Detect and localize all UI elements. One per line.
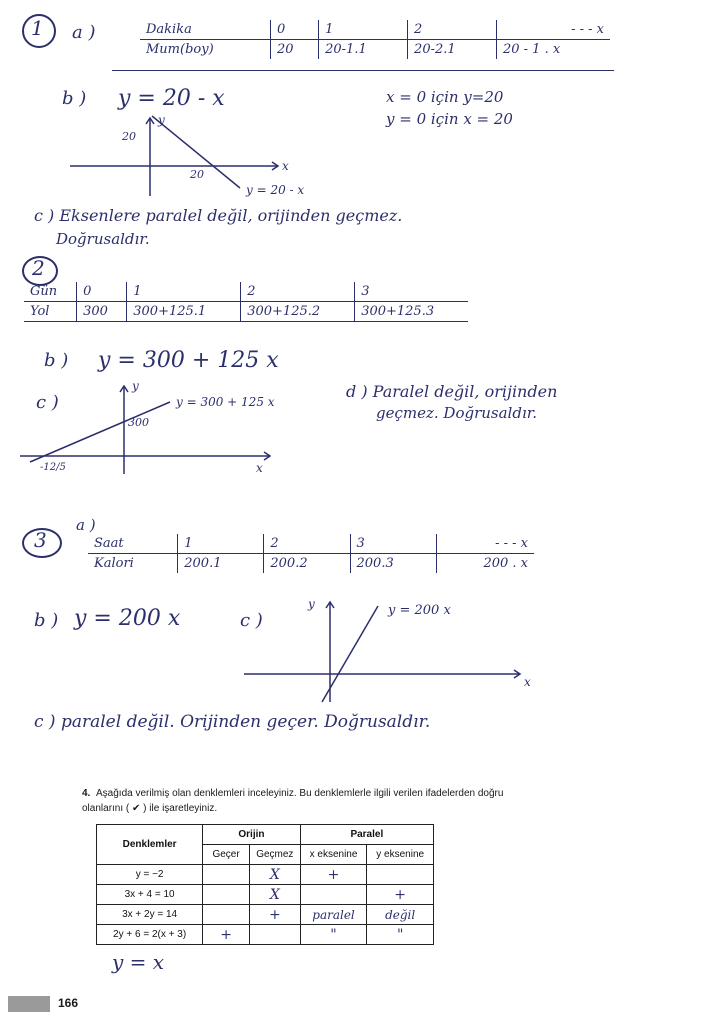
q1-col-0: 0 [271,20,319,40]
q1-line-label: y = 20 - x [246,183,305,197]
q1-number: 1 [31,16,44,40]
q1-col-3: - - - x [496,20,610,40]
q1-col-1: 1 [319,20,408,40]
q3-a-label: a ) [76,516,96,534]
q4-row3-x: paralel [300,905,367,925]
q4-row1-eq: y = −2 [97,865,203,885]
q4-row2-x [300,885,367,905]
q2-line [30,402,170,462]
q2-graph [20,380,340,480]
q4-row3-y: değil [367,905,434,925]
q2-number: 2 [32,256,45,280]
q4-row4-eq: 2y + 6 = 2(x + 3) [97,925,203,945]
q1-row1-header: Dakika [140,20,271,40]
q4-row4-x: " [300,925,367,945]
q3-c-text: c ) paralel değil. Orijinden geçer. Doğrusaldır. [34,712,431,732]
q4-row3-gecmez: + [249,905,300,925]
q2-x-tick: -12/5 [40,462,66,473]
q3-val-0: 200.1 [178,554,264,574]
q4-answer: y = x [112,950,165,974]
q2-d-text1: d ) Paralel değil, orijinden [346,382,558,401]
q4-header-gecmez: Geçmez [249,845,300,865]
q3-number: 3 [34,528,47,552]
q2-val-0: 300 [77,302,127,322]
q4-row3-eq: 3x + 2y = 14 [97,905,203,925]
q2-b-label: b ) [44,350,69,371]
q2-col-0: 0 [77,282,127,302]
q1-b-equation: y = 20 - x [118,86,225,111]
q1-col-2: 2 [408,20,497,40]
q2-row2-header: Yol [24,302,77,322]
q3-b-equation: y = 200 x [74,606,181,631]
q4-row2-gecmez: X [249,885,300,905]
q4-row4-gecer: + [203,925,250,945]
table-row [97,885,434,905]
q1-b-note2: y = 0 için x = 20 [386,110,513,128]
q4-header-x-eksenine: x eksenine [300,845,367,865]
q2-col-3: 3 [355,282,468,302]
q4-row1-gecmez: X [249,865,300,885]
q3-row2-header: Kalori [88,554,178,574]
q3-b-label: b ) [34,610,59,631]
q3-val-3: 200 . x [436,554,534,574]
q1-x-axis-label: x [282,159,289,173]
q1-val-2: 20-2.1 [408,40,497,60]
q4-row1-gecer [203,865,250,885]
q1-table-underline [112,70,614,71]
table-row [97,925,434,945]
q2-d-text2: geçmez. Doğrusaldır. [376,404,538,422]
q2-b-equation: y = 300 + 125 x [98,348,279,373]
q2-col-1: 1 [127,282,241,302]
q1-y-tick: 20 [122,130,136,143]
table-row [97,865,434,885]
q3-table [88,534,534,573]
q1-val-0: 20 [271,40,319,60]
q1-graph [60,110,360,200]
q2-row1-header: Gün [24,282,77,302]
q2-val-3: 300+125.3 [355,302,468,322]
q4-header-y-eksenine: y eksenine [367,845,434,865]
q3-col-3: - - - x [436,534,534,554]
q2-y-axis-label: y [132,379,139,393]
q1-c-text2: Doğrusaldır. [56,230,150,248]
q1-row2-header: Mum(boy) [140,40,271,60]
q4-row4-gecmez [249,925,300,945]
q2-val-1: 300+125.1 [127,302,241,322]
q1-c-text1: c ) Eksenlere paralel değil, orijinden geçmez. [34,206,403,225]
q4-row2-gecer [203,885,250,905]
q1-y-axis-label: y [158,113,165,127]
q4-row3-gecer [203,905,250,925]
q2-x-axis-label: x [256,461,263,475]
q1-val-3: 20 - 1 . x [496,40,610,60]
q2-y-tick: 300 [128,416,149,429]
q3-col-1: 2 [264,534,350,554]
q2-c-label: c ) [36,392,59,413]
q4-header-gecer: Geçer [203,845,250,865]
q4-header-paralel: Paralel [300,825,433,845]
q4-row1-y [367,865,434,885]
q1-table [140,20,610,59]
q3-col-2: 3 [350,534,436,554]
q3-graph [240,594,540,706]
q3-c-label: c ) [240,610,263,631]
q3-col-0: 1 [178,534,264,554]
q4-row4-y: " [367,925,434,945]
q3-val-2: 200.3 [350,554,436,574]
page-number-bar [8,996,50,1012]
q1-a-label: a ) [72,22,96,43]
q4-row1-x: + [300,865,367,885]
q4-prompt-line2: olanlarını ( ✔ ) ile işaretleyiniz. [82,803,218,814]
q4-table [96,824,434,945]
q4-header-orijin: Orijin [203,825,301,845]
q3-line-label: y = 200 x [388,603,451,618]
q1-val-1: 20-1.1 [319,40,408,60]
q2-col-2: 2 [241,282,355,302]
q1-b-label: b ) [62,88,87,109]
q3-row1-header: Saat [88,534,178,554]
q4-header-denklemler: Denklemler [97,825,203,865]
q1-b-note1: x = 0 için y=20 [386,88,504,106]
page-number: 166 [58,996,79,1010]
q3-x-axis-label: x [524,675,531,689]
q4-number: 4. [82,788,91,799]
q2-table [24,282,468,322]
q2-val-2: 300+125.2 [241,302,355,322]
table-row [97,905,434,925]
q2-line-label: y = 300 + 125 x [176,395,275,409]
q4-row2-y: + [367,885,434,905]
q3-y-axis-label: y [308,597,315,611]
q1-x-tick: 20 [190,168,204,181]
q4-row2-eq: 3x + 4 = 10 [97,885,203,905]
q3-val-1: 200.2 [264,554,350,574]
q4-prompt-line1: Aşağıda verilmiş olan denklemleri inceleyiniz. Bu denklemlerle ilgili verilen ifadelerden doğru [96,788,504,799]
